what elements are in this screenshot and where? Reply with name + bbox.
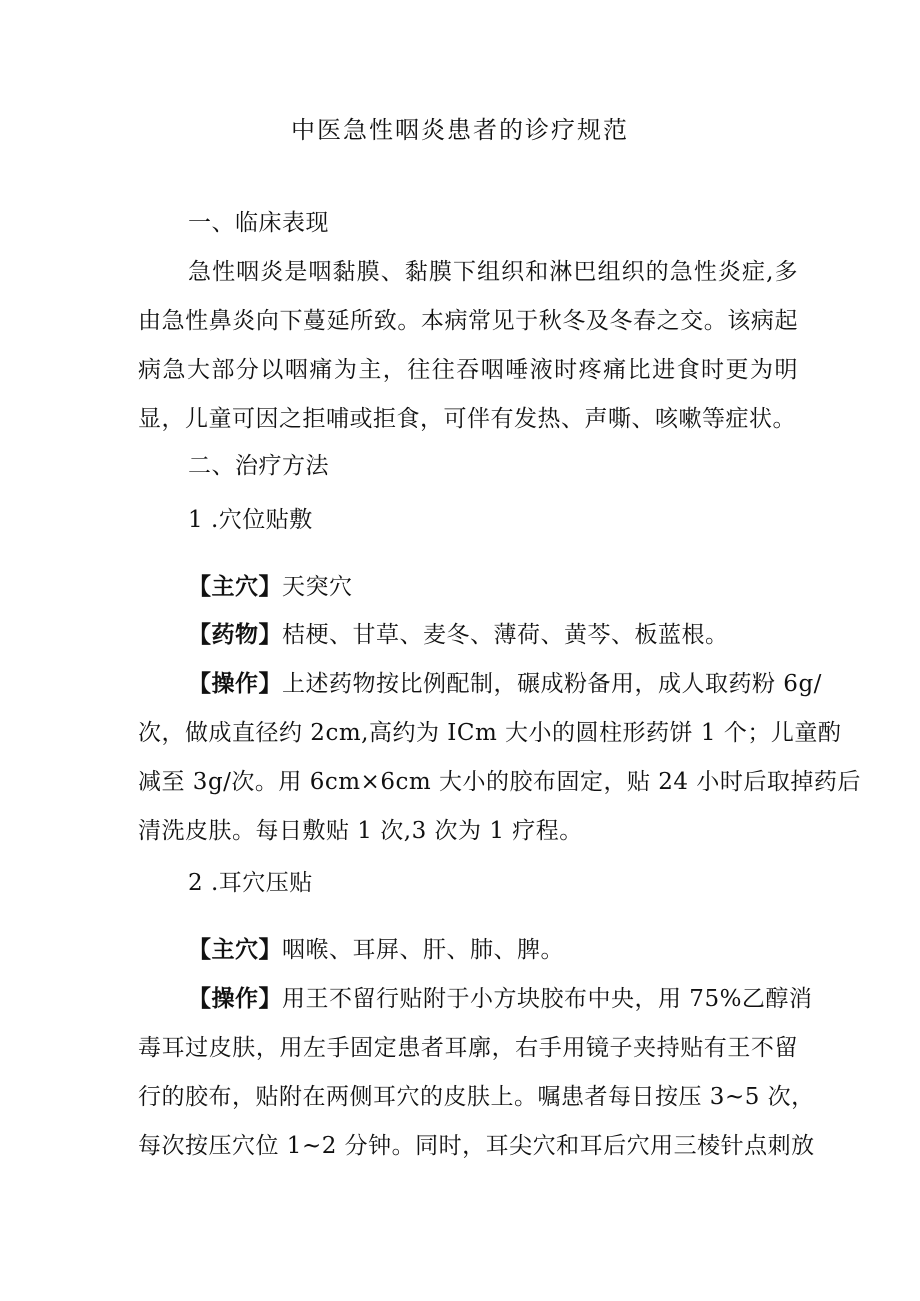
document-title: 中医急性咽炎患者的诊疗规范	[291, 116, 629, 144]
paragraph-line: 急性咽炎是咽黏膜、黏膜下组织和淋巴组织的急性炎症,多	[188, 259, 798, 285]
paragraph-line: 毒耳过皮肤，用左手固定患者耳廓，右手用镜子夹持贴有王不留	[138, 1035, 798, 1061]
operation-text: 上述药物按比例配制，碾成粉备用，成人取药粉 6g/	[282, 671, 822, 697]
medicine-text: 桔梗、甘草、麦冬、薄荷、黄芩、板蓝根。	[282, 622, 729, 648]
main-point-label: 【主穴】	[188, 936, 282, 963]
paragraph-line: 病急大部分以咽痛为主，往往吞咽唾液时疼痛比进食时更为明	[138, 357, 798, 383]
operation-text: 用王不留行贴附于小方块胶布中央，用 75%乙醇消	[282, 986, 813, 1012]
operation-label: 【操作】	[188, 985, 282, 1012]
operation-line	[188, 979, 813, 1019]
medicine-line	[188, 615, 798, 655]
paragraph-line: 行的胶布，贴附在两侧耳穴的皮肤上。嘱患者每日按压 3~5 次，	[138, 1084, 815, 1110]
main-point-line	[188, 567, 798, 607]
main-point-text: 咽喉、耳屏、肝、肺、脾。	[282, 937, 564, 963]
paragraph-line: 由急性鼻炎向下蔓延所致。本病常见于秋冬及冬春之交。该病起	[138, 308, 798, 334]
subsection-heading-ear-acupressure: 2 .耳穴压贴	[188, 870, 313, 896]
paragraph-line: 减至 3g/次。用 6cm×6cm 大小的胶布固定，贴 24 小时后取掉药后	[138, 769, 861, 795]
paragraph-line: 清洗皮肤。每日敷贴 1 次,3 次为 1 疗程。	[138, 818, 583, 844]
main-point-label: 【主穴】	[188, 573, 282, 600]
section-heading-clinical: 一、临床表现	[188, 210, 329, 236]
medicine-label: 【药物】	[188, 621, 282, 648]
main-point-line	[188, 930, 798, 970]
subsection-heading-acupoint-application: 1 .穴位贴敷	[188, 507, 313, 533]
operation-line	[188, 664, 822, 704]
paragraph-line: 每次按压穴位 1~2 分钟。同时，耳尖穴和耳后穴用三棱针点刺放	[138, 1133, 815, 1159]
operation-label: 【操作】	[188, 670, 282, 697]
main-point-text: 天突穴	[282, 574, 353, 600]
paragraph-line: 次，做成直径约 2cm,高约为 ICm 大小的圆柱形药饼 1 个；儿童酌	[138, 720, 842, 746]
paragraph-line: 显，儿童可因之拒哺或拒食，可伴有发热、声嘶、咳嗽等症状。	[138, 406, 796, 432]
section-heading-treatment: 二、治疗方法	[188, 453, 329, 479]
